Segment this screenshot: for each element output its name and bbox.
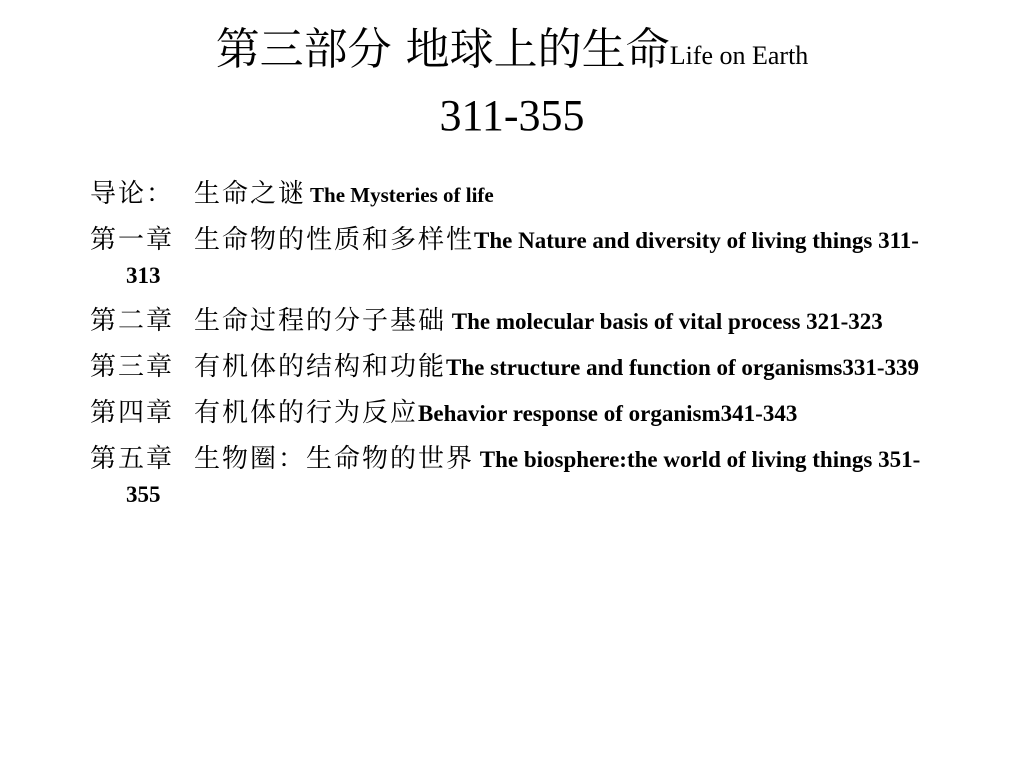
title-pages: 311-355 [439,91,585,140]
chapter-title-en: The Nature and diversity of living things 311-313 [126,228,919,288]
chapter-title-en: Behavior response of organism341-343 [418,401,798,426]
title-english: Life on Earth [669,41,809,70]
chapter-label: 导论： [90,179,175,209]
chapter-title-zh: 生物圈：生命物的世界 [194,444,475,474]
chapter-label: 第五章 [90,444,175,474]
chapter-list [90,178,950,524]
title-line-1 [60,18,964,91]
list-item-chapter-1 [90,224,950,295]
list-item-intro [90,178,950,214]
chapter-title-en: The structure and function of organisms331-339 [446,355,920,380]
chapter-label: 第一章 [90,225,175,255]
list-item-chapter-4 [90,397,950,433]
list-item-chapter-5 [90,443,950,514]
chapter-label: 第二章 [90,306,175,336]
chapter-title-en: The molecular basis of vital process 321-323 [446,309,883,334]
chapter-title-zh: 生命物的性质和多样性 [194,225,475,255]
list-item-chapter-3 [90,351,950,387]
chapter-title-zh: 有机体的结构和功能 [194,352,447,382]
chapter-title-en: The biosphere:the world of living things 351-355 [126,447,921,507]
chapter-label: 第三章 [90,352,175,382]
chapter-title-zh: 有机体的行为反应 [194,398,419,428]
chapter-title-zh: 生命之谜 [194,179,307,209]
chapter-title-zh: 生命过程的分子基础 [194,306,447,336]
chapter-title-en: The Mysteries of life [310,183,494,207]
slide-title [60,18,964,141]
chapter-label: 第四章 [90,398,175,428]
title-chinese: 第三部分 地球上的生命 [215,24,670,75]
list-item-chapter-2 [90,305,950,341]
